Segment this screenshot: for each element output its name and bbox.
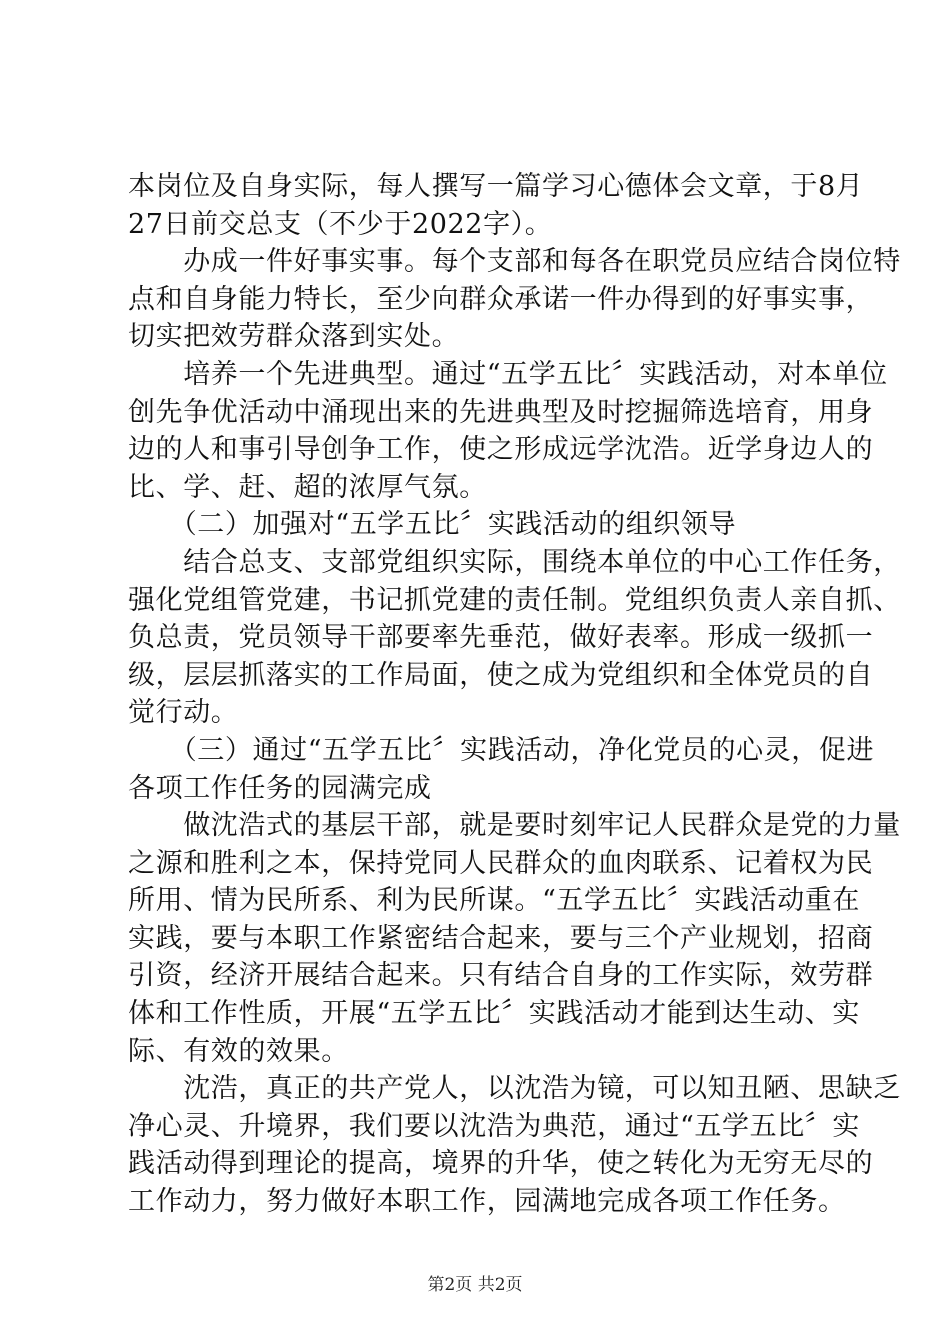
text-line: 办成一件好事实事。每个支部和每各在职党员应结合岗位特 [128,246,901,278]
text-line: 点和自身能力特长，至少向群众承诺一件办得到的好事实事， [128,283,874,315]
page-footer [0,1270,950,1295]
text-line: 本岗位及自身实际，每人撰写一篇学习心德体会文章，于8月 [128,171,864,202]
text-line: 创先争优活动中涌现出来的先进典型及时挖掘筛选培育，用身 [128,396,874,428]
text-line: 引资，经济开展结合起来。只有结合自身的工作实际，效劳群 [128,960,874,992]
text-line: 际、有效的效果。 [128,1035,349,1067]
text-line: 之源和胜利之本，保持党同人民群众的血肉联系、记着权为民 [128,847,874,879]
text-line: 工作动力，努力做好本职工作，园满地完成各项工作任务。 [128,1186,846,1218]
text-line: 沈浩，真正的共产党人，以沈浩为镜，可以知丑陋、思缺乏 [128,1073,901,1105]
text-line: 切实把效劳群众落到实处。 [128,321,460,353]
text-line: 所用、情为民所系、利为民所谋。“五学五比〞实践活动重在 [128,885,861,917]
text-line: 级，层层抓落实的工作局面，使之成为党组织和全体党员的自 [128,659,874,691]
text-line: 边的人和事引导创争工作，使之形成远学沈浩。近学身边人的 [128,434,874,466]
document-body [128,168,901,1221]
text-line: 27日前交总支（不少于2022字）。 [128,208,553,240]
text-line: 净心灵、升境界，我们要以沈浩为典范，通过“五学五比〞实 [128,1110,861,1142]
text-line: 负总责，党员领导干部要率先垂范，做好表率。形成一级抓一 [128,622,874,654]
section-heading: （三）通过“五学五比〞实践活动，净化党员的心灵，促进 [128,734,875,766]
text-line: 体和工作性质，开展“五学五比〞实践活动才能到达生动、实 [128,998,861,1030]
text-line: 实践，要与本职工作紧密结合起来，要与三个产业规划，招商 [128,922,874,954]
text-line: 结合总支、支部党组织实际，围绕本单位的中心工作任务， [128,546,901,578]
section-heading: 各项工作任务的园满完成 [128,772,432,804]
text-line: 比、学、赶、超的浓厚气氛。 [128,471,487,503]
page-number: 第2页 共2页 [427,1275,523,1295]
section-heading: （二）加强对“五学五比〞实践活动的组织领导 [128,509,737,541]
text-line: 强化党组管党建，书记抓党建的责任制。党组织负责人亲自抓、 [128,584,901,616]
text-line: 做沈浩式的基层干部，就是要时刻牢记人民群众是党的力量 [128,810,901,842]
text-line: 培养一个先进典型。通过“五学五比〞实践活动，对本单位 [128,358,888,390]
text-line: 觉行动。 [128,697,239,729]
text-line: 践活动得到理论的提高，境界的升华，使之转化为无穷无尽的 [128,1148,874,1180]
